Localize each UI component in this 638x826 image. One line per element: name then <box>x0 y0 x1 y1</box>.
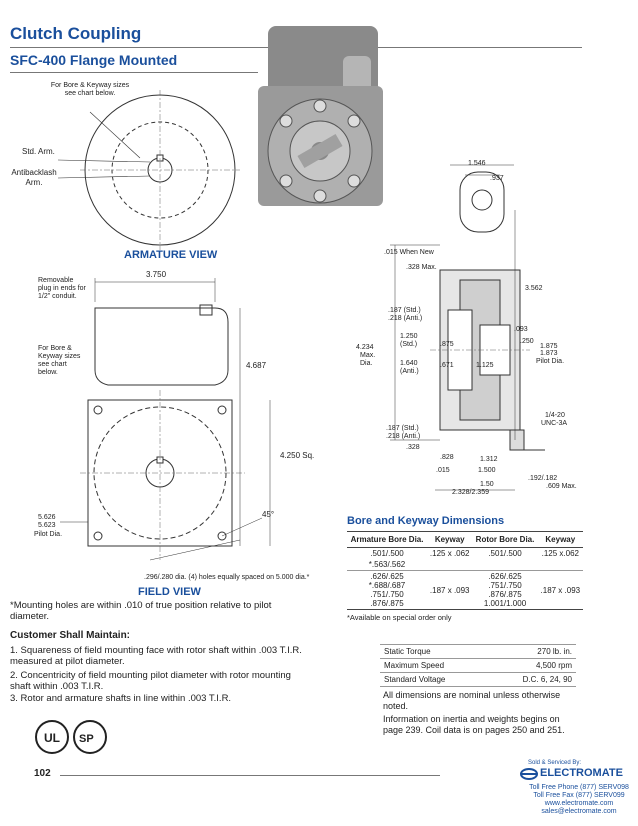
cell: .187 x .093 <box>427 571 472 610</box>
brand-name: ELECTROMATE <box>540 767 623 779</box>
subtitle-rule <box>10 72 258 73</box>
maintain-item-2: 2. Concentricity of field mounting pilot diameter with rotor mounting shaft within .003 T.I.R. <box>10 670 291 692</box>
cell <box>427 559 472 571</box>
dim-4234: 4.234 <box>356 344 374 351</box>
mounting-note: *Mounting holes are within .010 of true position relative to pilot diameter. <box>10 600 272 622</box>
angle-label: 45° <box>262 510 275 519</box>
cell <box>472 559 537 571</box>
dim-1312: 1.312 <box>480 456 498 463</box>
maintain-title: Customer Shall Maintain: <box>10 630 131 641</box>
pilot-dia-b: 5.623 <box>38 522 56 529</box>
dim-015: .015 <box>436 467 450 474</box>
dim-937: .937 <box>490 175 504 182</box>
footer-rule <box>60 775 440 776</box>
dim-093: .093 <box>514 326 528 333</box>
armature-view-title: ARMATURE VIEW <box>124 249 218 261</box>
electromate-logo-icon <box>520 767 538 781</box>
field-view-title: FIELD VIEW <box>138 586 201 598</box>
inertia-note: Information on inertia and weights begins on page 239. Coil data is on pages 250 and 251. <box>383 714 565 735</box>
maintain-item-3: 3. Rotor and armature shafts in line within .003 T.I.R. <box>10 693 232 704</box>
page-title: Clutch Coupling <box>10 24 142 43</box>
table-row <box>380 645 576 659</box>
spec-label: Static Torque <box>380 645 487 659</box>
cell: .501/.500 <box>488 549 522 558</box>
spec-table <box>380 644 576 687</box>
table-row <box>380 673 576 687</box>
field-bore-note: For Bore & Keyway sizes see chart below. <box>38 345 81 376</box>
website-link[interactable]: www.electromate.com <box>544 800 614 807</box>
dim-609: .609 Max. <box>546 483 577 490</box>
dim-187-std: .187 (Std.) <box>388 307 421 314</box>
dim-192: .192/.182 <box>528 475 558 482</box>
dim-671: .671 <box>440 362 454 369</box>
table-row <box>347 571 583 610</box>
table-row <box>380 659 576 673</box>
dim-1640: 1.640 <box>400 360 418 367</box>
holes-note: .296/.280 dia. (4) holes equally spaced on 5.000 dia.* <box>144 574 310 581</box>
dim-3562: 3.562 <box>525 285 543 292</box>
dim-250: .250 <box>520 338 534 345</box>
sold-by: Sold & Serviced By: <box>528 760 582 766</box>
dim-1-50: 1.50 <box>480 481 494 488</box>
svg-text:UL: UL <box>44 731 60 745</box>
dim-1250-std: (Std.) <box>400 341 418 348</box>
dim-187-std-2: .187 (Std.) <box>386 425 419 432</box>
dim-1873: 1.873 <box>540 350 558 357</box>
dim-875: .875 <box>440 341 454 348</box>
spec-value: D.C. 6, 24, 90 <box>487 673 576 687</box>
spec-value: 270 lb. in. <box>487 645 576 659</box>
dim-328: .328 <box>406 444 420 451</box>
pilot-dia-right: Pilot Dia. <box>536 358 565 365</box>
maintain-item-1: 1. Squareness of field mounting face with rotor shaft within .003 T.I.R. measured at pilot diameter. <box>10 645 302 667</box>
cell: .187 x .093 <box>538 571 583 610</box>
col-keyway-2: Keyway <box>538 532 583 548</box>
page-number: 102 <box>34 768 51 779</box>
dim-width: 3.750 <box>146 270 167 279</box>
bore-keyway-table <box>347 531 583 622</box>
col-armature-bore: Armature Bore Dia. <box>347 532 427 548</box>
dim-1546: 1.546 <box>468 160 486 167</box>
dim-1125: 1.125 <box>476 362 494 369</box>
dim-218-anti: .218 (Anti.) <box>388 315 423 322</box>
field-view-drawing <box>0 260 300 580</box>
dim-1500: 1.500 <box>478 467 496 474</box>
cell: .125 x.062 <box>541 549 579 558</box>
dim-4234-dia: Dia. <box>360 360 373 367</box>
armature-bore-note: For Bore & Keyway sizes see chart below. <box>50 82 130 97</box>
bore-footnote: *Available on special order only <box>347 609 583 622</box>
std-arm-label: Std. Arm. <box>22 147 55 156</box>
cell: .501/.500 <box>370 549 404 558</box>
spec-label: Maximum Speed <box>380 659 487 673</box>
dim-1640-anti: (Anti.) <box>400 368 419 375</box>
bore-table-title: Bore and Keyway Dimensions <box>347 515 505 527</box>
col-rotor-bore: Rotor Bore Dia. <box>472 532 537 548</box>
cell: *.563/.562 <box>368 560 406 569</box>
certification-logos <box>34 715 114 759</box>
spec-label: Standard Voltage <box>380 673 487 687</box>
thread-1420: 1/4-20 <box>545 412 565 419</box>
col-keyway-1: Keyway <box>427 532 472 548</box>
antibacklash-label: Antibacklash Arm. <box>11 168 57 187</box>
dim-328-max: .328 Max. <box>406 264 437 271</box>
page-subtitle: SFC-400 Flange Mounted <box>10 52 178 68</box>
dim-828: .828 <box>440 454 454 461</box>
cell: .626/.625 .751/.750 .876/.875 1.001/1.000 <box>472 571 537 610</box>
dim-015-when-new: .015 When New <box>384 249 434 256</box>
svg-text:SP: SP <box>79 733 94 745</box>
pilot-dia-a: 5.626 <box>38 514 56 521</box>
pilot-dia-label: Pilot Dia. <box>34 531 63 538</box>
dim-square: 4.250 Sq. <box>280 451 315 460</box>
dim-height: 4.687 <box>246 361 267 370</box>
toll-free-fax: Toll Free Fax (877) SERV099 <box>533 792 625 799</box>
thread-unc: UNC-3A <box>541 420 568 427</box>
cell <box>538 559 583 571</box>
nominal-note: All dimensions are nominal unless otherwise noted. <box>383 690 561 711</box>
dim-218-anti-2: .218 (Anti.) <box>386 433 421 440</box>
table-row <box>347 559 583 571</box>
cell: .125 x .062 <box>429 549 470 558</box>
dim-1875: 1.875 <box>540 343 558 350</box>
table-row <box>347 548 583 560</box>
dim-2328: 2.328/2.359 <box>452 489 489 496</box>
armature-view-drawing <box>0 90 260 250</box>
cell: .626/.625 *.688/.687 .751/.750 .876/.875 <box>347 571 427 610</box>
dim-1250: 1.250 <box>400 333 418 340</box>
dim-4234-max: Max. <box>360 352 376 359</box>
toll-free-phone: Toll Free Phone (877) SERV098 <box>529 784 629 791</box>
email-link[interactable]: sales@electromate.com <box>541 808 617 815</box>
removable-plug-note: Removable plug in ends for 1/2" conduit. <box>38 277 86 300</box>
spec-value: 4,500 rpm <box>487 659 576 673</box>
